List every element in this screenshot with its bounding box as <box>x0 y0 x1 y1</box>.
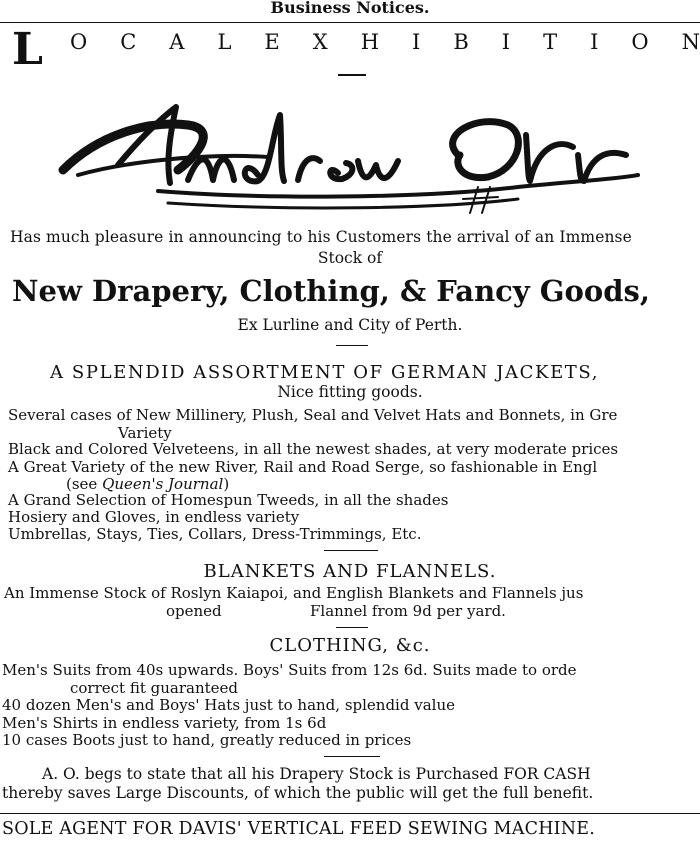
headline: New Drapery, Clothing, & Fancy Goods, <box>12 274 650 308</box>
banner-letter: L <box>217 30 232 54</box>
divider <box>336 627 368 628</box>
clothing-title: CLOTHING, &c. <box>269 635 431 656</box>
banner-letter: I <box>590 30 599 54</box>
jackets-title: A SPLENDID ASSORTMENT OF GERMAN JACKETS, <box>50 362 600 383</box>
banner-letter: X <box>312 30 328 54</box>
divider <box>324 550 378 551</box>
divider <box>324 756 380 757</box>
divider <box>338 74 366 76</box>
notice-line: A. O. begs to state that all his Drapery Stock is Purchased FOR CASH <box>42 765 591 783</box>
clothing-line: Men's Suits from 40s upwards. Boys' Suits from 12s 6d. Suits made to orde <box>2 661 577 679</box>
section-header: Business Notices. <box>270 0 430 17</box>
blankets-title: BLANKETS AND FLANNELS. <box>203 561 497 582</box>
list-item: A Great Variety of the new River, Rail and Road Serge, so fashionable in Engl <box>8 458 598 476</box>
list-item: Umbrellas, Stays, Ties, Collars, Dress-Trimmings, Etc. <box>8 525 422 543</box>
list-item-text: ) <box>223 475 230 493</box>
banner-letter: O <box>631 30 649 54</box>
blankets-line: An Immense Stock of Roslyn Kaiapoi, and English Blankets and Flannels jus <box>4 584 584 602</box>
list-item: Hosiery and Gloves, in endless variety <box>8 508 300 526</box>
list-item-text: (see <box>66 475 103 493</box>
banner-letter: E <box>264 30 280 54</box>
clothing-line: 10 cases Boots just to hand, greatly reduced in prices <box>2 731 412 749</box>
intro-line: Has much pleasure in announcing to his Customers the arrival of an Immense <box>10 228 632 246</box>
banner-letter: B <box>453 30 469 54</box>
jackets-subtitle: Nice fitting goods. <box>277 383 423 401</box>
banner-letter: N <box>681 30 700 54</box>
banner-letter: C <box>120 30 137 54</box>
clothing-line: Men's Shirts in endless variety, from 1s 6d <box>2 714 327 732</box>
banner-letters <box>70 30 700 54</box>
banner-letter: I <box>412 30 421 54</box>
banner-letter: A <box>169 30 185 54</box>
blankets-line: opened <box>166 602 222 620</box>
header-rule <box>0 22 700 23</box>
banner-letter: I <box>501 30 511 54</box>
divider <box>336 345 368 346</box>
notice-line: thereby saves Large Discounts, of which the public will get the full benefit. <box>2 784 594 802</box>
list-item: A Grand Selection of Homespun Tweeds, in all the shades <box>8 491 449 509</box>
footer-rule <box>0 813 700 814</box>
journal-title: Queen's Journal <box>102 475 224 493</box>
list-item: Several cases of New Millinery, Plush, Seal and Velvet Hats and Bonnets, in Gre <box>8 406 618 424</box>
banner-initial: L <box>12 24 43 75</box>
banner-letter: T <box>543 30 558 54</box>
banner-letter: O <box>70 30 88 54</box>
clothing-line: 40 dozen Men's and Boys' Hats just to hand, splendid value <box>2 696 455 714</box>
banner-letter: H <box>360 30 380 54</box>
list-item: Variety <box>118 424 172 442</box>
ships-line: Ex Lurline and City of Perth. <box>237 316 463 334</box>
signature-logo <box>58 95 648 220</box>
list-item: Black and Colored Velveteens, in all the newest shades, at very moderate prices <box>8 440 619 458</box>
clothing-line: correct fit guaranteed <box>70 679 239 697</box>
footer-text: SOLE AGENT FOR DAVIS' VERTICAL FEED SEWING MACHINE. <box>2 819 596 839</box>
intro-line: Stock of <box>317 249 383 267</box>
blankets-line: Flannel from 9d per yard. <box>310 602 506 620</box>
